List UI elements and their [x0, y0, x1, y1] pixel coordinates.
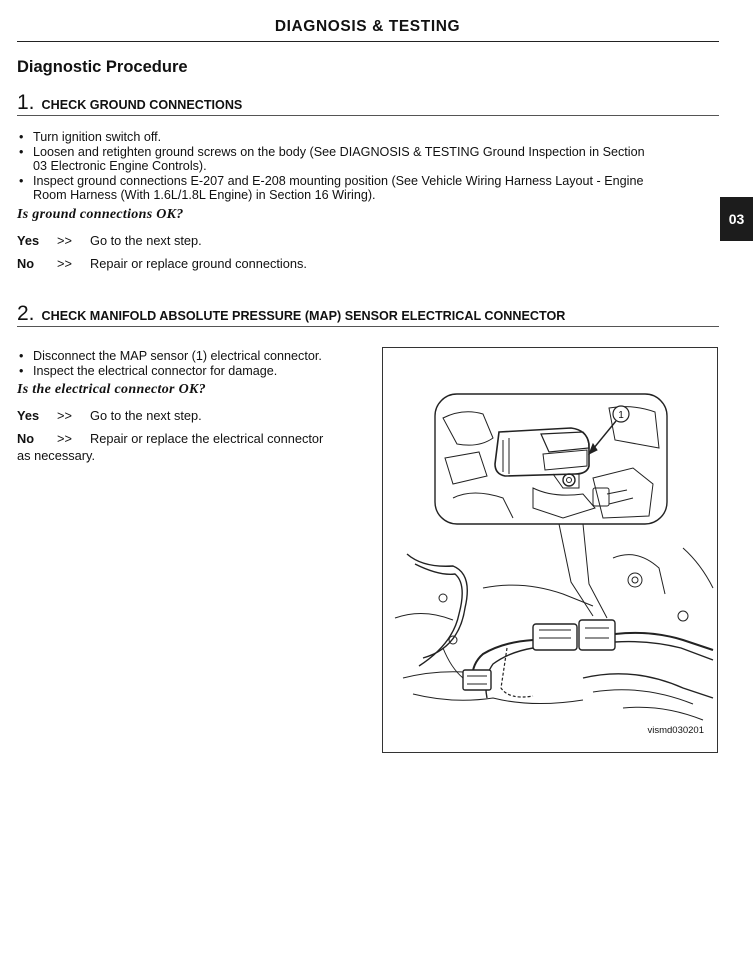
step-2-number: 2. — [17, 302, 35, 325]
header-rule — [17, 41, 719, 42]
list-item: • Loosen and retighten ground screws on the body (See DIAGNOSIS & TESTING Ground Inspection in Section — [19, 144, 645, 159]
page-header-title: DIAGNOSIS & TESTING — [274, 18, 461, 35]
map-sensor-figure — [382, 347, 718, 753]
list-item-continuation: 03 Electronic Engine Controls). — [33, 159, 207, 173]
step-1-rule — [17, 115, 719, 116]
section-tab[interactable]: 03 — [720, 197, 753, 241]
step-1-answer-no: No >> Repair or replace ground connections. — [17, 256, 307, 271]
step-2-title: CHECK MANIFOLD ABSOLUTE PRESSURE (MAP) SENSOR ELECTRICAL CONNECTOR — [41, 309, 566, 323]
list-item: • Turn ignition switch off. — [19, 130, 162, 144]
step-1-answer-yes: Yes >> Go to the next step. — [17, 233, 202, 248]
step-1-title: CHECK GROUND CONNECTIONS — [41, 98, 243, 112]
list-item: • Inspect ground connections E-207 and E-208 mounting position (See Vehicle Wiring Harness Layout - Engine — [19, 173, 644, 188]
step-1-heading — [17, 91, 242, 115]
step-1-bullet-list — [17, 130, 717, 203]
engine-illustration — [383, 348, 719, 754]
step-1-question: Is ground connections OK? — [17, 207, 184, 222]
list-item: • Disconnect the MAP sensor (1) electrical connector. — [19, 349, 322, 363]
step-2-heading — [17, 302, 565, 326]
step-2-answer-no: No >> Repair or replace the electrical connector as necessary. — [17, 431, 324, 463]
callout-label: 1 — [618, 410, 624, 421]
figure-id: vismd030201 — [647, 725, 704, 736]
step-2-question: Is the electrical connector OK? — [17, 382, 206, 397]
step-2-bullet-list — [17, 349, 367, 378]
step-2-rule — [17, 326, 719, 327]
step-1-number: 1. — [17, 91, 35, 114]
procedure-title: Diagnostic Procedure — [17, 58, 188, 76]
step-2-answer-yes: Yes >> Go to the next step. — [17, 408, 202, 423]
list-item-continuation: Room Harness (With 1.6L/1.8L Engine) in Section 16 Wiring). — [33, 188, 376, 202]
list-item: • Inspect the electrical connector for damage. — [19, 363, 278, 378]
